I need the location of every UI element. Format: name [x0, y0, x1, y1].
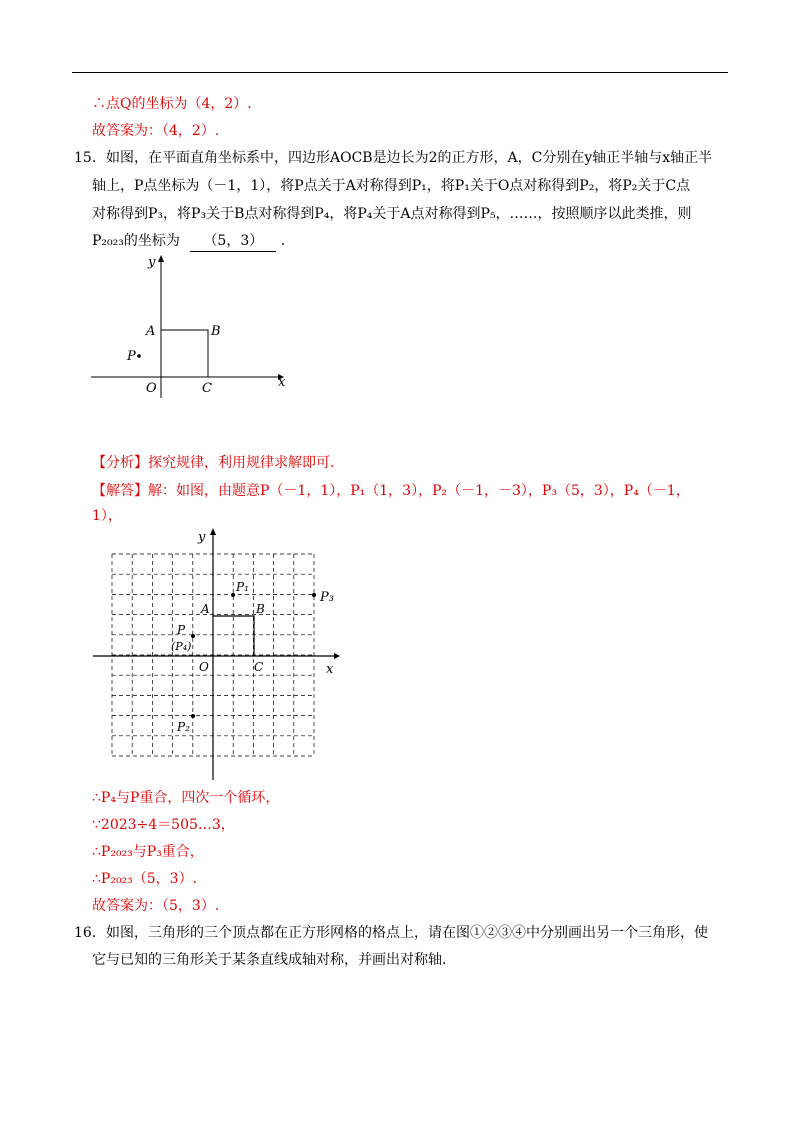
- label-a: A: [146, 324, 156, 339]
- figure-grid: [88, 525, 348, 785]
- square-aocb: [161, 330, 208, 377]
- prev-answer-line1: ∴点Q的坐标为（4，2）.: [92, 96, 252, 112]
- header-rule: [72, 72, 728, 73]
- question-15-prefix: P₂₀₂₃的坐标为: [92, 233, 180, 249]
- label-p4: (P₄): [171, 640, 192, 653]
- point-p2: [191, 714, 195, 718]
- prev-answer-line2: 故答案为：（4，2）.: [92, 123, 220, 139]
- conclusion-3: ∴P₂₀₂₃与P₃重合，: [92, 844, 204, 860]
- solution-line2: 1），: [92, 508, 122, 524]
- label-p2: P₂: [177, 720, 190, 734]
- conclusion-2: ∵2023÷4＝505…3，: [92, 817, 235, 833]
- question-16-line2: 它与已知的三角形关于某条直线成轴对称，并画出对称轴.: [92, 952, 447, 968]
- y-arrow-icon: [210, 528, 216, 535]
- label-p: P: [177, 623, 186, 637]
- y-label: y: [198, 530, 206, 545]
- label-c: C: [254, 660, 264, 674]
- label-a: A: [201, 602, 210, 616]
- question-15-line3: 对称得到P₃，将P₃关于B点对称得到P₄，将P₄关于A点对称得到P₅，……，按照顺序以此类推，则: [92, 206, 692, 222]
- square-aocb: [213, 616, 254, 656]
- x-label: x: [326, 662, 334, 677]
- question-15-line1: 如图，在平面直角坐标系中，四边形AOCB是边长为2的正方形，A，C分别在y轴正半轴与x轴正半: [106, 150, 713, 166]
- label-p3: P₃: [320, 590, 334, 605]
- label-p: P: [127, 349, 136, 364]
- point-p: [137, 354, 141, 358]
- question-15-line4: [92, 231, 285, 252]
- question-16-number: 16．: [74, 925, 106, 941]
- conclusion-4: ∴P₂₀₂₃（5，3）.: [92, 871, 198, 887]
- x-label: x: [278, 375, 286, 390]
- y-arrow-icon: [158, 255, 164, 262]
- point-p1: [231, 593, 235, 597]
- label-p1: P₁: [236, 580, 249, 594]
- point-p3: [312, 593, 316, 597]
- conclusion-5: 故答案为：（5，3）.: [92, 898, 220, 914]
- solution-line1: 【解答】解：如图，由题意P（－1，1），P₁（1，3），P₂（－1，－3），P₃（5，3），P₄（－1，: [92, 483, 690, 499]
- label-o: O: [146, 381, 157, 396]
- question-15-number: 15．: [74, 150, 106, 166]
- question-15-line2: 轴上，P点坐标为（－1，1），将P点关于A对称得到P₁，将P₁关于O点对称得到P₂，将P₂关于C点: [92, 178, 691, 194]
- x-arrow-icon: [334, 653, 340, 659]
- label-o: O: [199, 660, 209, 674]
- conclusion-1: ∴P₄与P重合，四次一个循环，: [92, 790, 280, 806]
- question-15-answer-blank: （5，3）: [190, 231, 276, 252]
- analysis: 【分析】探究规律，利用规律求解即可.: [92, 455, 335, 471]
- point-p: [191, 634, 195, 638]
- label-c: C: [202, 381, 212, 396]
- label-b: B: [256, 602, 265, 616]
- y-label: y: [148, 255, 156, 270]
- figure-square-aocb: [88, 250, 298, 400]
- label-b: B: [211, 324, 221, 339]
- question-16-line1: 如图，三角形的三个顶点都在正方形网格的格点上，请在图①②③④中分别画出另一个三角形，使: [106, 925, 708, 941]
- question-15-suffix: .: [280, 233, 286, 249]
